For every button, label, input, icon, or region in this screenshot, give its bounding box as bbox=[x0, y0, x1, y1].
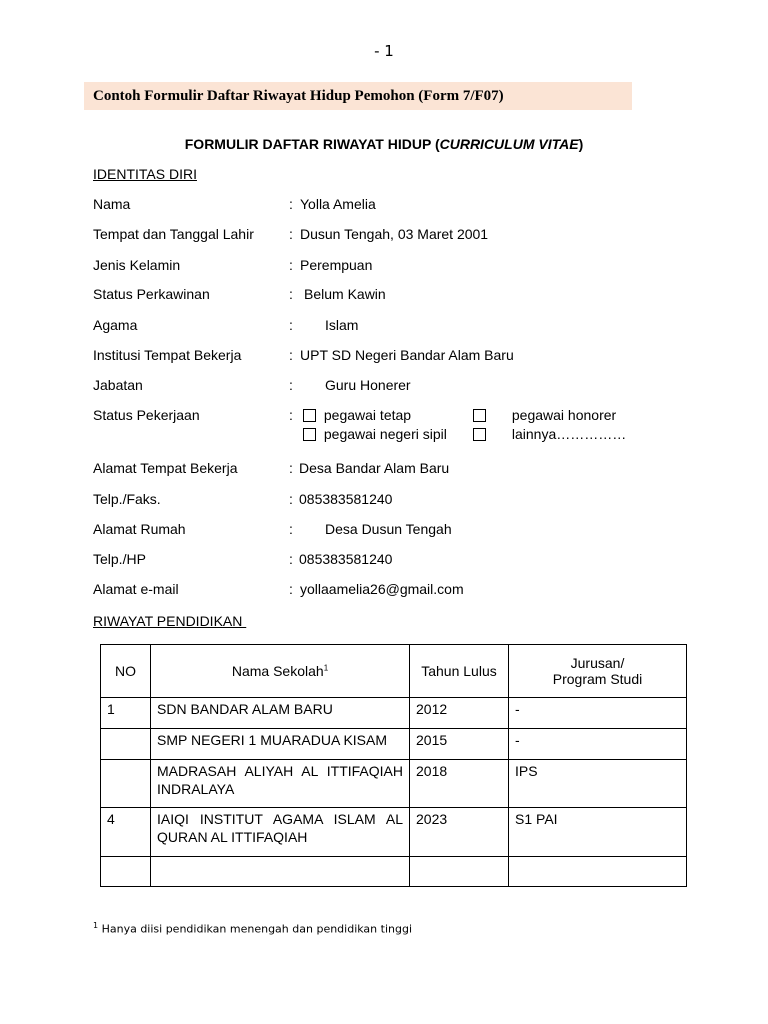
option-pegawai-negeri-sipil[interactable] bbox=[303, 426, 447, 442]
table-header-row bbox=[101, 645, 687, 698]
form-banner bbox=[84, 82, 632, 110]
value-alamat-rumah: Desa Dusun Tengah bbox=[325, 521, 452, 537]
label-alamat-rumah: Alamat Rumah bbox=[93, 521, 186, 537]
table-row bbox=[101, 729, 687, 760]
option-label: pegawai tetap bbox=[323, 407, 412, 423]
education-heading: RIWAYAT PENDIDIKAN bbox=[93, 613, 247, 629]
label-telp-faks: Telp./Faks. bbox=[93, 491, 161, 507]
colon: : bbox=[289, 521, 293, 537]
table-row bbox=[101, 857, 687, 887]
label-alamat-kerja: Alamat Tempat Bekerja bbox=[93, 460, 238, 476]
cell-no bbox=[101, 857, 150, 859]
option-label: pegawai negeri sipil bbox=[323, 426, 447, 442]
cell-jurusan bbox=[509, 857, 686, 859]
option-pegawai-honorer[interactable] bbox=[473, 407, 616, 423]
label-ttl: Tempat dan Tanggal Lahir bbox=[93, 226, 254, 242]
option-label: pegawai honorer bbox=[511, 407, 617, 423]
header-nama-sekolah bbox=[151, 645, 410, 698]
option-pegawai-tetap[interactable] bbox=[303, 407, 411, 423]
cell-nama bbox=[151, 857, 409, 859]
label-nama: Nama bbox=[93, 196, 131, 212]
label-email: Alamat e-mail bbox=[93, 581, 179, 597]
checkbox-icon[interactable] bbox=[303, 428, 316, 441]
colon: : bbox=[289, 286, 293, 302]
colon: : bbox=[289, 377, 293, 393]
header-nama-label: Nama Sekolah bbox=[231, 663, 324, 679]
value-telp-faks: 085383581240 bbox=[299, 491, 393, 507]
cell-nama: SDN BANDAR ALAM BARU bbox=[157, 701, 333, 717]
header-jurusan-line2: Program Studi bbox=[552, 671, 643, 687]
value-agama: Islam bbox=[325, 317, 359, 333]
cell-jurusan: IPS bbox=[515, 763, 538, 779]
label-institusi: Institusi Tempat Bekerja bbox=[93, 347, 242, 363]
education-table bbox=[100, 644, 687, 887]
cell-no bbox=[101, 760, 150, 762]
label-telp-hp: Telp./HP bbox=[93, 551, 146, 567]
checkbox-icon[interactable] bbox=[473, 409, 486, 422]
colon: : bbox=[289, 460, 293, 476]
form-title bbox=[0, 136, 768, 152]
value-telp-hp: 085383581240 bbox=[299, 551, 393, 567]
colon: : bbox=[289, 226, 293, 242]
value-institusi: UPT SD Negeri Bandar Alam Baru bbox=[300, 347, 514, 363]
option-lainnya[interactable] bbox=[473, 426, 626, 442]
cell-tahun bbox=[410, 857, 508, 859]
cell-jurusan: - bbox=[515, 701, 520, 717]
label-agama: Agama bbox=[93, 317, 138, 333]
header-tahun-lulus: Tahun Lulus bbox=[410, 645, 509, 698]
colon: : bbox=[289, 581, 293, 597]
colon: : bbox=[289, 491, 293, 507]
table-row bbox=[101, 760, 687, 808]
label-status-pekerjaan: Status Pekerjaan bbox=[93, 407, 200, 423]
label-jabatan: Jabatan bbox=[93, 377, 143, 393]
cell-nama: SMP NEGERI 1 MUARADUA KISAM bbox=[157, 732, 388, 748]
checkbox-icon[interactable] bbox=[303, 409, 316, 422]
colon: : bbox=[289, 317, 293, 333]
colon: : bbox=[289, 551, 293, 567]
header-jurusan-line1: Jurusan/ bbox=[570, 655, 625, 671]
cell-no bbox=[101, 729, 150, 731]
colon: : bbox=[289, 257, 293, 273]
value-status-perkawinan: Belum Kawin bbox=[304, 286, 386, 302]
cell-tahun: 2018 bbox=[416, 763, 448, 779]
cell-tahun: 2015 bbox=[416, 732, 448, 748]
checkbox-icon[interactable] bbox=[473, 428, 486, 441]
cell-jurusan: - bbox=[515, 732, 520, 748]
colon: : bbox=[289, 347, 293, 363]
footnote-text: Hanya diisi pendidikan menengah dan pendidikan tinggi bbox=[98, 922, 413, 936]
value-ttl: Dusun Tengah, 03 Maret 2001 bbox=[300, 226, 489, 242]
value-email: yollaamelia26@gmail.com bbox=[300, 581, 464, 597]
footnote-mark: 1 bbox=[93, 921, 99, 930]
cell-jurusan: S1 PAI bbox=[515, 811, 558, 827]
cell-tahun: 2023 bbox=[416, 811, 448, 827]
colon: : bbox=[289, 196, 293, 212]
label-jenis-kelamin: Jenis Kelamin bbox=[93, 257, 181, 273]
table-row bbox=[101, 808, 687, 857]
page-number: - 1 bbox=[374, 42, 394, 60]
title-main: FORMULIR DAFTAR RIWAYAT HIDUP ( bbox=[184, 136, 440, 152]
cell-nama: MADRASAH ALIYAH AL ITTIFAQIAH INDRALAYA bbox=[157, 763, 403, 797]
banner-text: Contoh Formulir Daftar Riwayat Hidup Pemohon (Form 7/F07) bbox=[93, 88, 504, 104]
value-alamat-kerja: Desa Bandar Alam Baru bbox=[299, 460, 450, 476]
cell-tahun: 2012 bbox=[416, 701, 448, 717]
value-jabatan: Guru Honerer bbox=[325, 377, 411, 393]
header-no: NO bbox=[101, 645, 151, 698]
header-jurusan bbox=[509, 645, 687, 698]
table-row bbox=[101, 698, 687, 729]
colon: : bbox=[289, 407, 293, 423]
label-status-perkawinan: Status Perkawinan bbox=[93, 286, 210, 302]
option-label: lainnya…………… bbox=[511, 426, 627, 442]
value-nama: Yolla Amelia bbox=[300, 196, 376, 212]
footnote bbox=[93, 921, 412, 936]
title-end: ) bbox=[578, 136, 584, 152]
value-jenis-kelamin: Perempuan bbox=[300, 257, 373, 273]
cell-no: 1 bbox=[107, 701, 115, 717]
cell-nama: IAIQI INSTITUT AGAMA ISLAM AL QURAN AL ITTIFAQIAH bbox=[157, 811, 403, 845]
identity-heading: IDENTITAS DIRI bbox=[93, 166, 197, 182]
title-italic: CURRICULUM VITAE bbox=[439, 136, 579, 152]
footnote-ref: 1 bbox=[323, 663, 329, 673]
cell-no: 4 bbox=[107, 811, 115, 827]
